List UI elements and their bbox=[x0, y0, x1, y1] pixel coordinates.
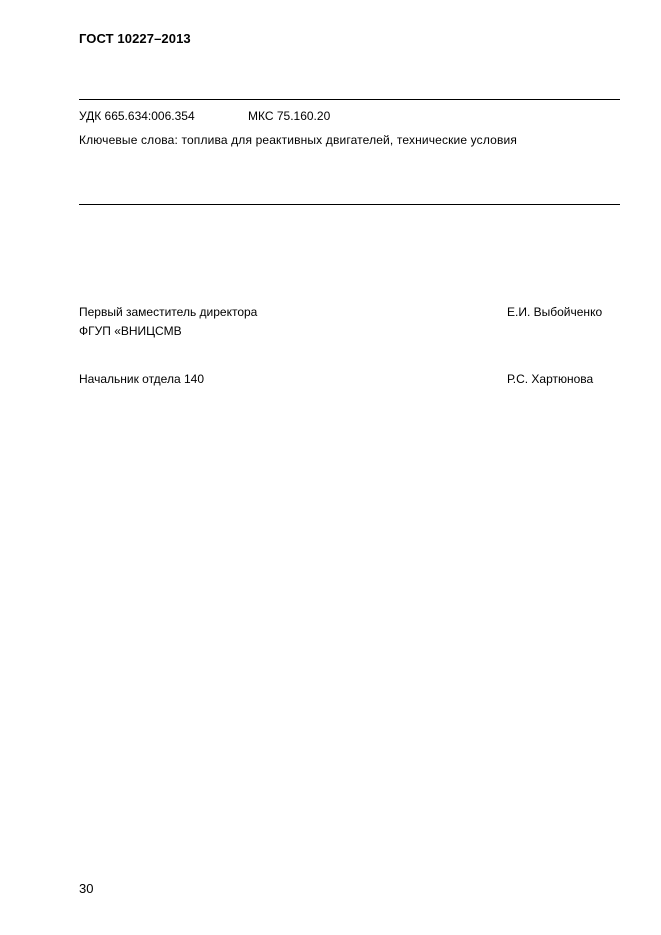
signature-2-name: Р.С. Хартюнова bbox=[507, 372, 594, 386]
signature-1-organization: ФГУП «ВНИЦСМВ bbox=[79, 324, 182, 338]
bottom-divider bbox=[79, 204, 620, 205]
signature-1-name: Е.И. Выбойченко bbox=[507, 305, 603, 319]
document-header: ГОСТ 10227–2013 bbox=[79, 31, 191, 46]
keywords-line: Ключевые слова: топлива для реактивных двигателей, технические условия bbox=[79, 133, 517, 147]
top-divider bbox=[79, 99, 620, 100]
mks-code: МКС 75.160.20 bbox=[248, 109, 331, 123]
udk-code: УДК 665.634:006.354 bbox=[79, 109, 195, 123]
signature-1-title: Первый заместитель директора bbox=[79, 305, 258, 319]
signature-2-title: Начальник отдела 140 bbox=[79, 372, 204, 386]
page-number: 30 bbox=[79, 881, 94, 896]
